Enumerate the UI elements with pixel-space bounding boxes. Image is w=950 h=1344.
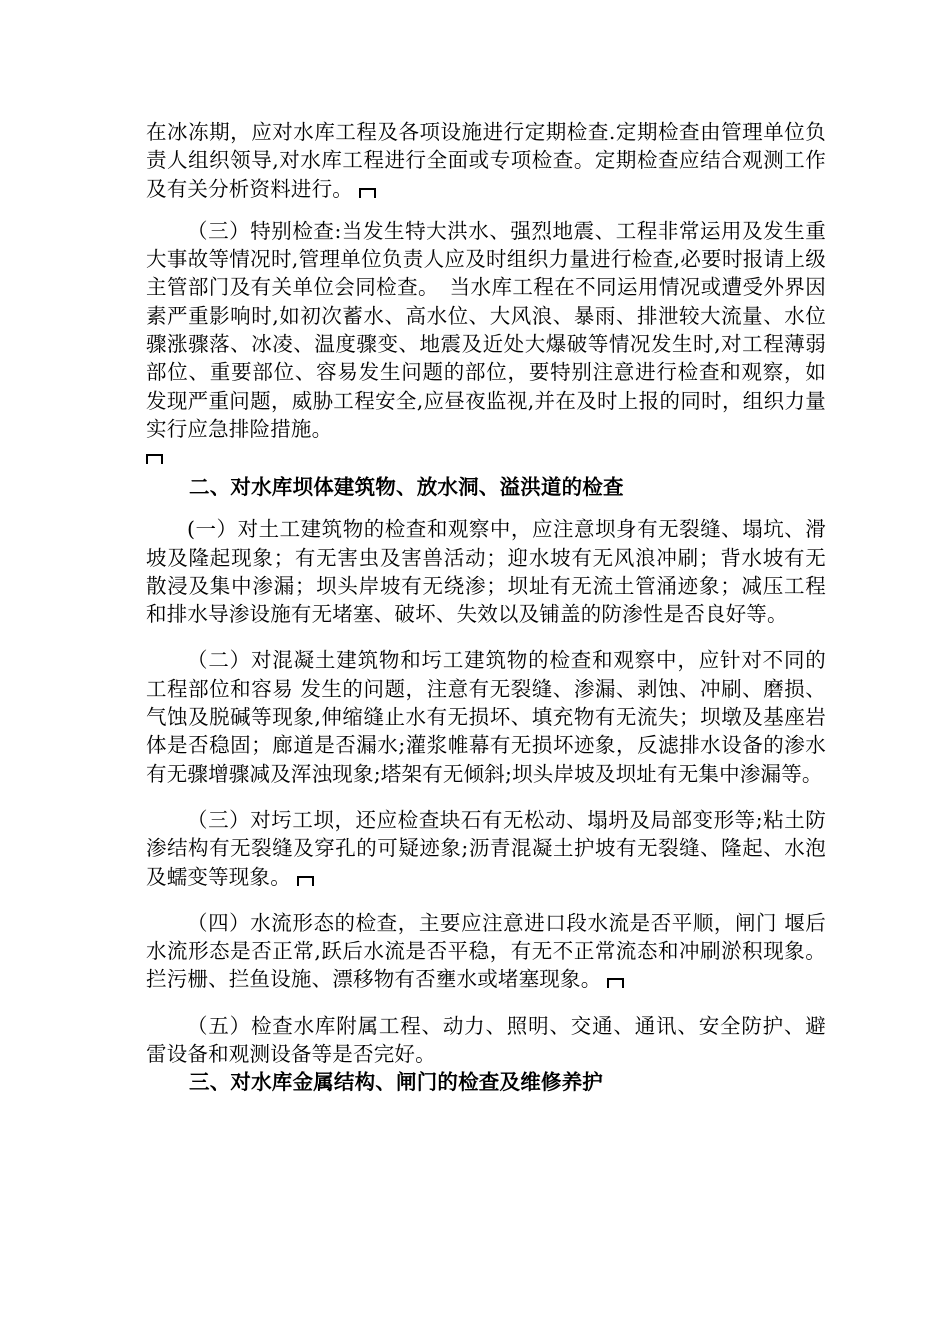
section-heading-3: 三、对水库金属结构、闸门的检查及维修养护 bbox=[189, 1070, 603, 1095]
paragraph-text: （四）水流形态的检查，主要应注意进口段水流是否平顺，闸门 堰后水流形态是否正常,跃后水流是否平稳，有无不正常流态和冲刷淤积现象。拦污栅、拦鱼设施、漂移物有否壅水或堵塞现象。 bbox=[146, 910, 826, 992]
paragraph-concrete bbox=[146, 646, 826, 787]
section-heading-2: 二、对水库坝体建筑物、放水洞、溢洪道的检查 bbox=[189, 475, 624, 500]
paragraph-mark-icon bbox=[359, 188, 376, 198]
paragraph-regular-inspection bbox=[146, 118, 826, 203]
paragraph-text: （二）对混凝土建筑物和圬工建筑物的检查和观察中，应针对不同的工程部位和容易 发生的问题，注意有无裂缝、渗漏、剥蚀、冲刷、磨损、气蚀及脱碱等现象,伸缩缝止水有无损坏、填充物有无流失；坝墩及基座岩体是否稳固；廊道是否漏水;灌浆帷幕有无损坏迹象，反滤排水设备的渗水有无骤增骤减及浑浊现象;塔架有无倾斜;坝头岸坡及坝址有无集中渗漏等。 bbox=[146, 648, 826, 786]
paragraph-mark-icon bbox=[607, 978, 624, 988]
paragraph-text: 在冰冻期，应对水库工程及各项设施进行定期检查.定期检查由管理单位负责人组织领导,对水库工程进行全面或专项检查。定期检查应结合观测工作及有关分析资料进行。 bbox=[146, 120, 826, 201]
paragraph-earthwork bbox=[146, 515, 826, 628]
paragraph-text: (一）对土工建筑物的检查和观察中，应注意坝身有无裂缝、塌坑、滑坡及隆起现象；有无害虫及害兽活动；迎水坡有无风浪冲刷；背水坡有无散浸及集中渗漏；坝头岸坡有无绕渗；坝址有无流土管涌迹象；减压工程和排水导渗设施有无堵塞、破坏、失效以及铺盖的防渗性是否良好等。 bbox=[146, 517, 826, 627]
paragraph-masonry-dam bbox=[146, 806, 826, 891]
paragraph-special-inspection bbox=[146, 217, 826, 443]
paragraph-text: （三）对圬工坝，还应检查块石有无松动、塌坍及局部变形等;粘土防渗结构有无裂缝及穿孔的可疑迹象;沥青混凝土护坡有无裂缝、隆起、水泡及蠕变等现象。 bbox=[146, 807, 826, 889]
paragraph-text: （五）检查水库附属工程、动力、照明、交通、通讯、安全防护、避雷设备和观测设备等是否完好。 bbox=[146, 1013, 826, 1067]
paragraph-mark-icon bbox=[146, 454, 163, 464]
paragraph-text: （三）特别检查:当发生特大洪水、强烈地震、工程非常运用及发生重大事故等情况时,管理单位负责人应及时组织力量进行检查,必要时报请上级主管部门及有关单位会同检查。 当水库工程在不同运用情况或遭受外界因素严重影响时,如初次蓄水、高水位、大风浪、暴雨、排泄较大流量、水位骤涨骤落、冰凌、温度骤变、地震及近处大爆破等情况发生时,对工程薄弱部位、重要部位、容易发生问题的部位，要特别注意进行检查和观察，如发现严重问题，威胁工程安全,应昼夜监视,并在及时上报的同时，组织力量实行应急排险措施。 bbox=[146, 218, 826, 441]
paragraph-flow-pattern bbox=[146, 909, 826, 994]
document-page bbox=[146, 118, 826, 1096]
paragraph-mark-line bbox=[146, 447, 826, 473]
paragraph-auxiliary bbox=[146, 1012, 826, 1069]
paragraph-mark-icon bbox=[297, 876, 314, 886]
